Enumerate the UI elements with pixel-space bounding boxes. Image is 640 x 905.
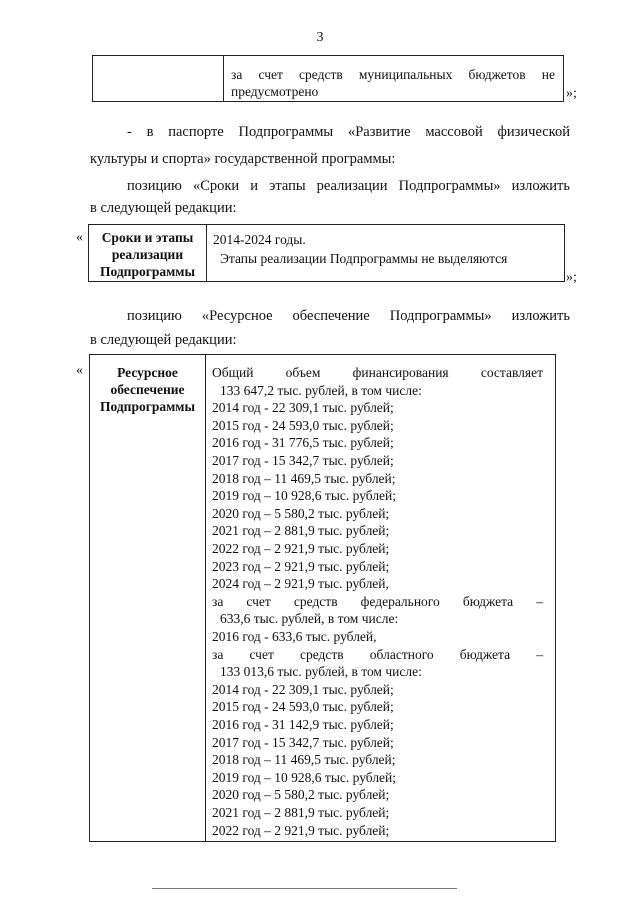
paragraph-terms-position: позицию «Сроки и этапы реализации Подпрограммы» изложить bbox=[127, 178, 570, 194]
resources-row: 133 013,6 тыс. рублей, в том числе: bbox=[220, 664, 422, 680]
resources-row: 2019 год – 10 928,6 тыс. рублей; bbox=[212, 488, 397, 504]
resources-row: 2016 год - 633,6 тыс. рублей, bbox=[212, 629, 377, 644]
resources-table bbox=[89, 354, 556, 842]
resources-label-cell bbox=[90, 355, 206, 841]
resources-row: 133 647,2 тыс. рублей, в том числе: bbox=[220, 382, 422, 398]
resources-row: 2014 год - 22 309,1 тыс. рублей; bbox=[212, 400, 394, 416]
resources-row: 2016 год - 31 776,5 тыс. рублей; bbox=[212, 435, 394, 451]
resources-row: 2021 год – 2 881,9 тыс. рублей; bbox=[212, 805, 390, 820]
resources-label-line-3: Подпрограммы bbox=[99, 399, 196, 414]
resources-row: 2017 год - 15 342,7 тыс. рублей; bbox=[212, 453, 394, 468]
resources-label-line-1: Ресурсное bbox=[117, 365, 178, 380]
resources-row: за счет средств федерального бюджета – bbox=[212, 593, 543, 609]
resources-row: 633,6 тыс. рублей, в том числе: bbox=[220, 611, 399, 627]
paragraph-resources-position-cont: в следующей редакции: bbox=[90, 332, 237, 348]
resources-row: 2022 год – 2 921,9 тыс. рублей; bbox=[212, 822, 390, 838]
terms-content-line-2: Этапы реализации Подпрограммы не выделяются bbox=[220, 251, 508, 266]
resources-row: 2019 год – 10 928,6 тыс. рублей; bbox=[212, 769, 397, 785]
resources-row: за счет средств областного бюджета – bbox=[212, 646, 543, 662]
paragraph-resources-position: позицию «Ресурсное обеспечение Подпрограммы» изложить bbox=[127, 308, 570, 324]
terms-table bbox=[88, 224, 565, 282]
resources-row: 2022 год – 2 921,9 тыс. рублей; bbox=[212, 541, 390, 556]
resources-row: 2024 год – 2 921,9 тыс. рублей, bbox=[212, 576, 389, 592]
table2-close-quote: »; bbox=[566, 270, 577, 285]
paragraph-terms-position-cont: в следующей редакции: bbox=[90, 200, 237, 216]
resources-row: 2015 год - 24 593,0 тыс. рублей; bbox=[212, 417, 394, 433]
table3-open-quote: « bbox=[76, 363, 83, 378]
resources-row: Общий объем финансирования составляет bbox=[212, 365, 543, 380]
terms-label-line-2: реализации bbox=[111, 247, 184, 262]
resources-row: 2020 год – 5 580,2 тыс. рублей; bbox=[212, 505, 390, 521]
resources-row: 2014 год - 22 309,1 тыс. рублей; bbox=[212, 681, 394, 697]
empty-label-cell bbox=[93, 56, 224, 101]
terms-content-line-1: 2014-2024 годы. bbox=[213, 232, 306, 247]
table1-line-1: за счет средств муниципальных бюджетов не bbox=[231, 67, 555, 82]
bottom-rule bbox=[152, 888, 457, 889]
terms-label-cell bbox=[89, 225, 207, 281]
resources-row: 2016 год - 31 142,9 тыс. рублей; bbox=[212, 717, 394, 732]
paragraph-passport-item-cont: культуры и спорта» государственной программы: bbox=[90, 151, 396, 167]
table2-open-quote: « bbox=[76, 230, 83, 245]
terms-label-line-1: Сроки и этапы bbox=[101, 230, 194, 245]
resources-label-line-2: обеспечение bbox=[110, 382, 185, 397]
funding-table-fragment bbox=[92, 55, 564, 102]
resources-row: 2023 год – 2 921,9 тыс. рублей; bbox=[212, 558, 390, 574]
page-number: 3 bbox=[316, 30, 324, 45]
resources-row: 2015 год - 24 593,0 тыс. рублей; bbox=[212, 699, 394, 715]
resources-row: 2021 год – 2 881,9 тыс. рублей; bbox=[212, 523, 390, 539]
resources-row: 2020 год – 5 580,2 тыс. рублей; bbox=[212, 787, 390, 803]
resources-row: 2018 год – 11 469,5 тыс. рублей; bbox=[212, 470, 396, 486]
resources-row: 2018 год – 11 469,5 тыс. рублей; bbox=[212, 752, 396, 768]
terms-label-line-3: Подпрограммы bbox=[99, 264, 196, 279]
resources-row: 2017 год - 15 342,7 тыс. рублей; bbox=[212, 734, 394, 750]
paragraph-passport-item: - в паспорте Подпрограммы «Развитие массовой физической bbox=[127, 124, 570, 140]
table1-close-quote: »; bbox=[566, 86, 577, 101]
table1-line-2: предусмотрено bbox=[231, 84, 319, 99]
